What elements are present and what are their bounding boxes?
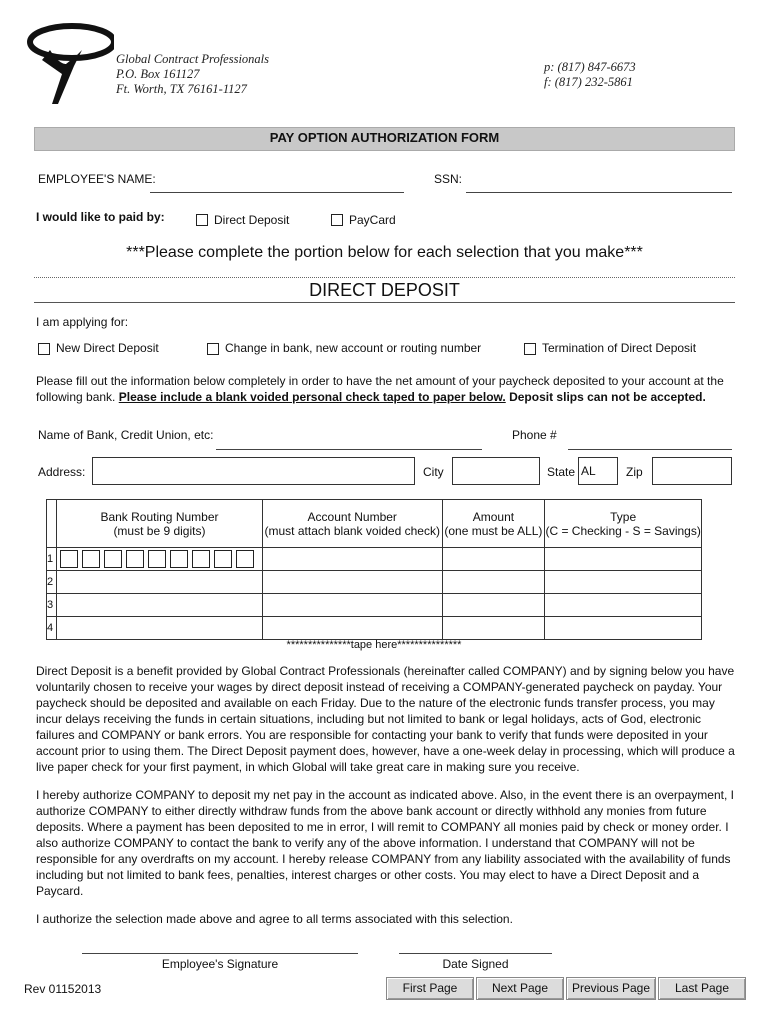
paid-by-label: I would like to paid by: <box>36 210 165 224</box>
section-title: DIRECT DEPOSIT <box>309 280 460 300</box>
routing-number-input[interactable] <box>56 594 262 617</box>
ssn-field[interactable] <box>466 192 732 193</box>
type-header-note: (C = Checking - S = Savings) <box>545 523 701 538</box>
account-number-input[interactable] <box>262 617 442 640</box>
routing-header <box>56 500 262 548</box>
row-number: 1 <box>47 548 57 571</box>
company-phone: p: (817) 847-6673 <box>544 60 636 74</box>
company-contact <box>544 60 636 90</box>
routing-number-input[interactable] <box>56 571 262 594</box>
row-number: 2 <box>47 571 57 594</box>
tape-here-label: ***************tape here*************** <box>286 639 462 651</box>
type-input[interactable] <box>545 571 702 594</box>
signature-label: Employee's Signature <box>161 957 279 971</box>
first-page-button[interactable]: First Page <box>386 977 474 1000</box>
authorize-statement: I authorize the selection made above and agree to all terms associated with this selection. <box>36 912 513 926</box>
phone-label: Phone # <box>512 428 557 442</box>
routing-digit-input[interactable] <box>126 550 144 568</box>
amount-input[interactable] <box>442 548 545 571</box>
type-header-title: Type <box>610 509 637 524</box>
routing-header-title: Bank Routing Number <box>100 509 219 524</box>
table-header-row <box>47 500 702 548</box>
amount-input[interactable] <box>442 594 545 617</box>
table-row <box>47 548 702 571</box>
routing-digit-input[interactable] <box>82 550 100 568</box>
employee-name-label: EMPLOYEE'S NAME: <box>38 172 156 186</box>
table-corner-cell <box>47 500 57 548</box>
company-name: Global Contract Professionals <box>116 52 270 66</box>
table-row <box>47 617 702 640</box>
instructions-intro: Please fill out the information below completely in order to have the net amount of your paycheck deposited to your account at the following bank. <box>36 374 724 404</box>
company-logo <box>22 20 114 110</box>
termination-checkbox[interactable] <box>524 343 536 355</box>
section-divider <box>34 302 735 303</box>
routing-digit-input[interactable] <box>236 550 254 568</box>
bank-name-label: Name of Bank, Credit Union, etc: <box>38 428 214 442</box>
applying-label: I am applying for: <box>36 315 129 329</box>
zip-label: Zip <box>626 465 643 479</box>
state-value: AL <box>581 464 596 478</box>
routing-digit-input[interactable] <box>60 550 78 568</box>
bank-name-field[interactable] <box>216 449 482 450</box>
row-number: 4 <box>47 617 57 640</box>
routing-number-input[interactable] <box>56 617 262 640</box>
direct-deposit-terms: Direct Deposit is a benefit provided by Global Contract Professionals (hereinafter called COMPANY) and by signing below you have voluntarily chosen to receive your wages by direct deposit instead of receiving a COMPANY-generated paycheck on payday. Your paycheck should be deposited and available on each Friday. Due to the nature of the electronic funds transfer process, you may incur delays receiving the funds in certain situations, including but not limited to bank or legal holidays, acts of God, electronic failures and COMPANY or bank errors. You are responsible for contacting your bank to verify that funds were deposited in your account prior to using them. The Direct Deposit payment does, however, have a one-week delay in processing, which will produce a live paper check for your first payment, in which Global will take great care in making sure you receive. <box>36 664 735 774</box>
type-header <box>545 500 702 548</box>
new-direct-deposit-label: New Direct Deposit <box>56 341 159 355</box>
amount-header-note: (one must be ALL) <box>444 523 543 538</box>
change-bank-label: Change in bank, new account or routing number <box>225 341 482 355</box>
city-label: City <box>423 465 444 479</box>
routing-digit-boxes <box>57 550 262 568</box>
new-direct-deposit-checkbox[interactable] <box>38 343 50 355</box>
routing-digit-input[interactable] <box>170 550 188 568</box>
amount-header-title: Amount <box>472 509 515 524</box>
change-bank-checkbox[interactable] <box>207 343 219 355</box>
routing-digit-input[interactable] <box>214 550 232 568</box>
routing-digit-input[interactable] <box>192 550 210 568</box>
account-number-input[interactable] <box>262 548 442 571</box>
amount-input[interactable] <box>442 617 545 640</box>
direct-deposit-option-label: Direct Deposit <box>214 213 290 227</box>
bank-phone-field[interactable] <box>568 449 732 450</box>
account-header-title: Account Number <box>307 509 397 524</box>
bank-account-table <box>46 499 702 640</box>
company-fax: f: (817) 232-5861 <box>544 75 633 89</box>
previous-page-button[interactable]: Previous Page <box>566 977 656 1000</box>
last-page-button[interactable]: Last Page <box>658 977 746 1000</box>
authorization-terms: I hereby authorize COMPANY to deposit my net pay in the account as indicated above. Also, in the event there is an overpayment, I authorize COMPANY to either directly withdraw funds from the above bank account or directly withhold any monies from future deposits. Where a payment has been deposited to me in error, I will remit to COMPANY all monies paid by check or money order. I also authorize COMPANY to contact the bank to verify any of the above information. I understand that COMPANY will not be responsible for any overdrafts on my account. I hereby release COMPANY from any liability associated with the availability of funds including but not limited to bank fees, penalties, interest charges or other costs. You may elect to have a Direct Deposit and a Paycard. <box>36 788 734 898</box>
table-row <box>47 571 702 594</box>
type-input[interactable] <box>545 617 702 640</box>
routing-digit-input[interactable] <box>104 550 122 568</box>
date-signed-label: Date Signed <box>442 957 509 971</box>
zip-input[interactable] <box>652 457 732 485</box>
account-header <box>262 500 442 548</box>
employee-name-field[interactable] <box>150 192 404 193</box>
paycard-checkbox[interactable] <box>331 214 343 226</box>
instructions <box>36 373 736 405</box>
routing-digits-cell <box>56 548 262 571</box>
direct-deposit-checkbox[interactable] <box>196 214 208 226</box>
instructions-check-note: Please include a blank voided personal check taped to paper below. <box>118 390 506 404</box>
amount-input[interactable] <box>442 571 545 594</box>
address-label: Address: <box>38 465 86 479</box>
form-title: PAY OPTION AUTHORIZATION FORM <box>269 130 500 145</box>
row-number: 3 <box>47 594 57 617</box>
paycard-option-label: PayCard <box>349 213 396 227</box>
routing-header-note: (must be 9 digits) <box>113 523 206 538</box>
date-signed-field[interactable] <box>399 953 552 954</box>
ssn-label: SSN: <box>434 172 463 186</box>
type-input[interactable] <box>545 594 702 617</box>
account-header-note: (must attach blank voided check) <box>264 523 440 538</box>
company-po-box: P.O. Box 161127 <box>116 67 200 81</box>
next-page-button[interactable]: Next Page <box>476 977 564 1000</box>
signature-field[interactable] <box>82 953 358 954</box>
company-city-line: Ft. Worth, TX 76161-1127 <box>116 82 247 96</box>
complete-note: ***Please complete the portion below for each selection that you make*** <box>126 244 643 261</box>
instructions-deposit-note: Deposit slips can not be accepted. <box>509 390 706 404</box>
amount-header <box>442 500 545 548</box>
address-input[interactable] <box>92 457 415 485</box>
divider-dotted <box>34 277 735 278</box>
routing-digit-input[interactable] <box>148 550 166 568</box>
revision-label: Rev 01152013 <box>24 982 102 996</box>
state-input[interactable] <box>578 457 618 485</box>
table-row <box>47 594 702 617</box>
account-number-input[interactable] <box>262 571 442 594</box>
state-label: State <box>547 465 576 479</box>
city-input[interactable] <box>452 457 540 485</box>
type-input[interactable] <box>545 548 702 571</box>
termination-label: Termination of Direct Deposit <box>542 341 697 355</box>
account-number-input[interactable] <box>262 594 442 617</box>
company-address <box>116 52 269 97</box>
